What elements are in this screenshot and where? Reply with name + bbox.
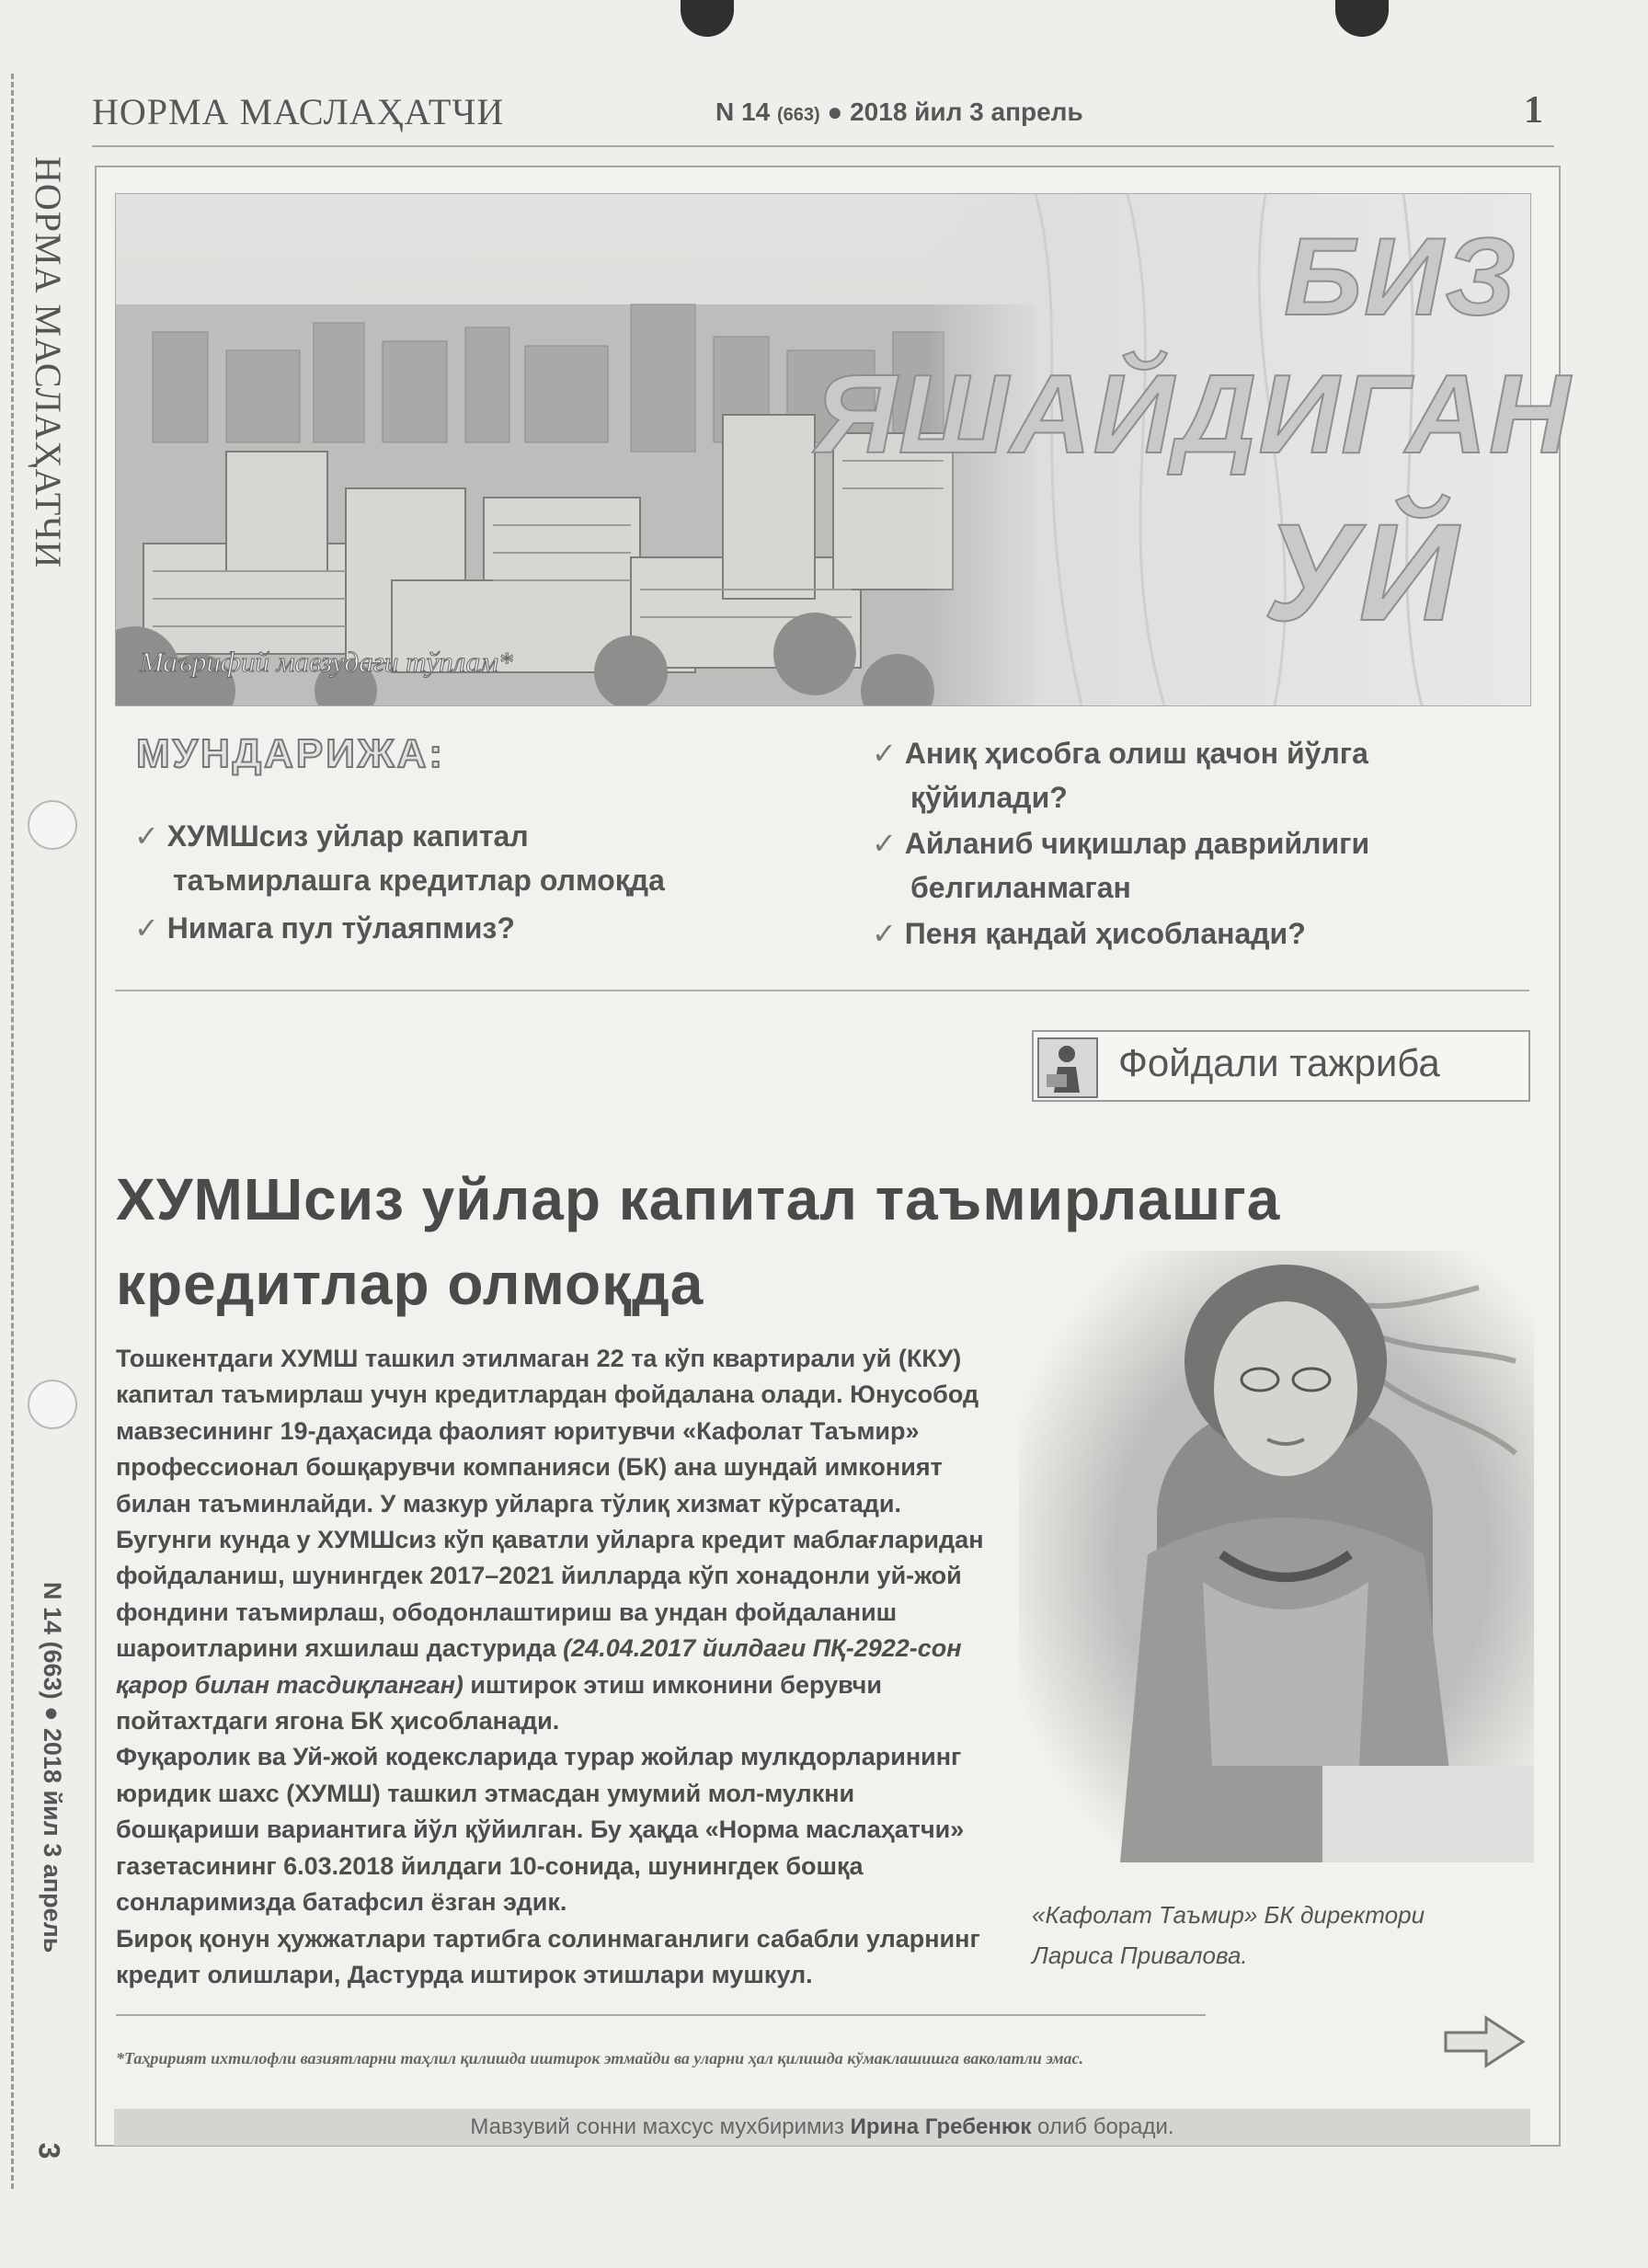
paragraph: Бироқ қонун ҳужжатлари тартибга солинмаганлиги сабабли уларнинг кредит олишлари, Дастурда иштирок этишлари мушкул. xyxy=(116,1924,980,1988)
contents-title: МУНДАРИЖА: xyxy=(136,731,446,776)
page-spine xyxy=(0,74,101,2189)
issue-number: (663) xyxy=(776,105,820,125)
credit-prefix: Мавзувий сонни махсус мухбиримиз xyxy=(470,2114,844,2139)
section-tag xyxy=(1032,1030,1530,1102)
contents-item-text: қўйилади? xyxy=(910,781,1068,814)
paragraph: Фуқаролик ва Уй-жой кодексларида турар жойлар мулкдорларининг юридик шахс (ХУМШ) ташкил этмасдан умумий мол-мулкни бошқариши вариантига йўл қўйилган. Бу ҳақда «Норма маслаҳатчи» газетасининг 6.03.2018 йилдаги 10-сонида, шунингдек бошқа сонларимизда батафсил ёзган эдик. xyxy=(116,1743,965,1917)
banner xyxy=(115,193,1572,706)
page-header xyxy=(92,88,1554,147)
credit-name: Ирина Гребенюк xyxy=(850,2114,1032,2139)
photo-caption xyxy=(1032,1895,1547,1976)
reading-person-icon xyxy=(1037,1037,1098,1098)
credit-bar xyxy=(114,2109,1530,2146)
banner-caption: Маърифий мавзудаги тўплам* xyxy=(140,646,513,678)
contents-item[interactable] xyxy=(872,731,1368,819)
contents-item-text: Нимага пул тўлаяпмиз? xyxy=(166,911,515,945)
paragraph xyxy=(116,1341,990,1739)
portrait-photo xyxy=(1019,1251,1534,1862)
check-icon: ✓ xyxy=(872,737,897,770)
punch-hole xyxy=(681,0,734,37)
contents-item-text: таъмирлашга кредитлар олмоқда xyxy=(173,864,665,897)
masthead: НОРМА МАСЛАҲАТЧИ xyxy=(92,91,505,132)
document-reference: (24.04.2017 йилдаги ПҚ-2922-сон қарор билан тасдиқланган) xyxy=(116,1634,962,1699)
contents-item-text: Пеня қандай ҳисобланади? xyxy=(904,917,1306,950)
cut-line xyxy=(11,74,14,2189)
spine-masthead: НОРМА МАСЛАҲАТЧИ xyxy=(28,156,69,569)
credit-suffix: олиб боради. xyxy=(1037,2114,1174,2139)
headline-line: кредитлар олмоқда xyxy=(116,1251,704,1317)
contents-item[interactable] xyxy=(872,821,1369,910)
caption-line: «Кафолат Таъмир» БК директори xyxy=(1032,1901,1425,1929)
issue-prefix: N 14 xyxy=(715,97,771,126)
footnote-rule xyxy=(116,2014,1206,2016)
footnote: *Таҳририят ихтилофли вазиятларни таҳлил қилишда иштирок этмайди ва уларни ҳал қилишда кўмаклашишга ваколатли эмас. xyxy=(116,2049,1084,2068)
page-number: 1 xyxy=(1524,89,1543,132)
contents-item-text: Аниқ ҳисобга олиш қачон йўлга xyxy=(904,737,1368,770)
text-run: иштирок этиш имконини берувчи пойтахтдаги ягона БК ҳисобланади. xyxy=(116,1670,882,1735)
section-divider xyxy=(115,990,1529,991)
contents-item[interactable] xyxy=(134,906,515,950)
contents-item[interactable] xyxy=(134,814,665,902)
banner-title-line1: БИЗ xyxy=(1284,215,1518,338)
banner-title-line2: ЯШАЙДИГАН xyxy=(815,351,1572,476)
caption-line: Лариса Привалова. xyxy=(1032,1942,1248,1969)
text-run: Тошкентдаги ХУМШ ташкил этилмаган 22 та кўп квартирали уй (ККУ) капитал таъмирлаш учун кредитлардан фойдалана олади. Юнусобод мавзесининг 19-даҳасида фаолият юритувчи «Кафолат Таъмир» профессионал бошқарувчи компанияси (БК) ана шундай имконият билан таъминлайди. У мазкур уйларга тўлиқ хизмат кўрсатади. Бугунги кунда у ХУМШсиз кўп қаватли уйларга кредит маблағларидан фойдаланиш, шунингдек 2017–2021 йилларда кўп хонадонли уй-жой фондини таъмирлаш, ободонлаштириш ва ундан фойдаланиш шароитларини яхшилаш дастурида xyxy=(116,1345,984,1663)
continue-arrow-icon[interactable] xyxy=(1442,2014,1527,2069)
banner-title-line3: УЙ xyxy=(1264,495,1460,649)
issue-date: ● 2018 йил 3 апрель xyxy=(827,97,1083,126)
check-icon: ✓ xyxy=(134,911,159,945)
issue-info xyxy=(715,97,1083,127)
check-icon: ✓ xyxy=(872,917,897,950)
article-body xyxy=(116,1341,990,1993)
contents-item-text: Айланиб чиқишлар даврийлиги xyxy=(904,827,1370,860)
contents-item-text: ХУМШсиз уйлар капитал xyxy=(166,819,529,853)
contents-item[interactable] xyxy=(872,911,1306,956)
check-icon: ✓ xyxy=(134,819,159,853)
contents-item-text: белгиланмаган xyxy=(910,871,1131,904)
check-icon: ✓ xyxy=(872,827,897,860)
spine-page-number: 3 xyxy=(32,2142,66,2159)
section-label: Фойдали тажриба xyxy=(1118,1041,1440,1084)
spine-issue: N 14 (663) ● 2018 йил 3 апрель xyxy=(39,1582,66,1953)
headline-line: ХУМШсиз уйлар капитал таъмирлашга xyxy=(116,1166,1281,1232)
punch-hole xyxy=(1335,0,1389,37)
